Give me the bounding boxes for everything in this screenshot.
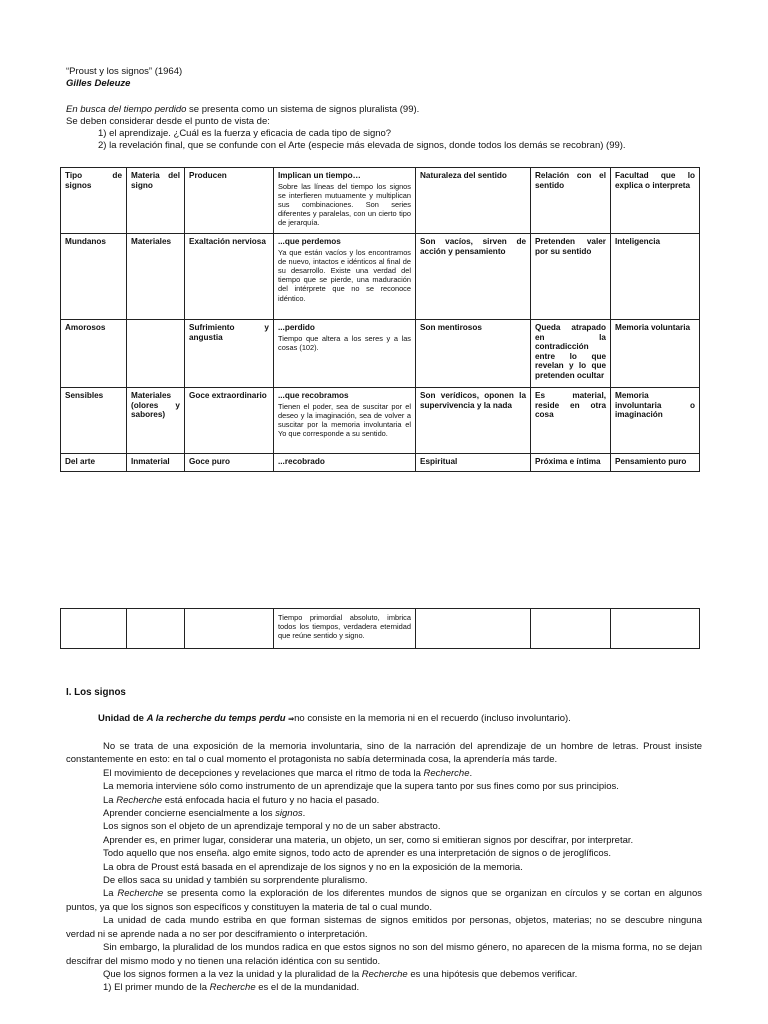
- header-producen: Producen: [185, 168, 274, 234]
- cell-materia: Inmaterial: [127, 454, 185, 472]
- header-facultad: Facultad que lo explica o interpreta: [611, 168, 700, 234]
- cell-tipo: Del arte: [61, 454, 127, 472]
- header-naturaleza: Naturaleza del sentido: [416, 168, 531, 234]
- header-tiempo-label: Implican un tiempo…: [278, 171, 361, 180]
- cell-tiempo-note: Tienen el poder, sea de suscitar por el deseo y la imaginación, sea de volver a suscitar por la memoria involuntaria el Yo que corresponde a su sentido.: [278, 401, 411, 439]
- cell-producen: Goce puro: [185, 454, 274, 472]
- paragraph: La obra de Proust está basada en el aprendizaje de los signos y no en la exposición de la memoria.: [103, 861, 523, 873]
- cell-facultad: Inteligencia: [611, 234, 700, 320]
- cell-tiempo-label: ...perdido: [278, 323, 315, 332]
- cell-tiempo-note: Ya que están vacíos y los encontramos de nuevo, intactos e idénticos al final de su desarrollo. Existe una verdad del tiempo que se pierde, una maduración del intérprete que no se reconoce idéntico.: [278, 247, 411, 303]
- signs-table: [60, 167, 700, 472]
- cell-naturaleza: Son vacíos, sirven de acción y pensamiento: [416, 234, 531, 320]
- cell-relacion: Próxima e íntima: [531, 454, 611, 472]
- table-row: [61, 320, 700, 388]
- cell-tipo: Amorosos: [61, 320, 127, 388]
- paragraph: De ellos saca su unidad y también su sorprendente pluralismo.: [103, 875, 368, 887]
- paragraph: Aprender concierne esencialmente a los signos.: [103, 808, 306, 820]
- intro-work-title: En busca del tiempo perdido: [66, 104, 187, 115]
- table-row: [61, 388, 700, 454]
- document-author: Gilles Deleuze: [66, 78, 131, 89]
- paragraph: Todo aquello que nos enseña. algo emite signos, todo acto de aprender es una interpretación de signos o de jeroglíficos.: [103, 848, 612, 860]
- intro-line-1-rest: se presenta como un sistema de signos pluralista (99).: [186, 104, 420, 115]
- cell-tiempo: [274, 454, 416, 472]
- table-row: [61, 609, 700, 649]
- intro-line-1: [66, 104, 419, 116]
- header-tiempo: [274, 168, 416, 234]
- cell-tiempo: [274, 234, 416, 320]
- signs-table-continuation: [60, 608, 700, 649]
- cell-tipo: Sensibles: [61, 388, 127, 454]
- unidad-line: [98, 713, 571, 726]
- cell-materia: [127, 320, 185, 388]
- continuation-note-cell: [274, 609, 416, 649]
- paragraph: 1) El primer mundo de la Recherche es el de la mundanidad.: [103, 982, 360, 994]
- paragraph: No se trata de una exposición de la memoria involuntaria, sino de la narración del aprendizaje de un hombre de letras. Proust insiste constantemente en esto: en tal o cual momento el protagonista no sabía determinada cosa, la aprendería más tarde.: [66, 741, 702, 766]
- paragraph: Los signos son el objeto de un aprendizaje temporal y no de un saber abstracto.: [103, 821, 441, 833]
- intro-line-2: Se deben considerar desde el punto de vista de:: [66, 116, 270, 127]
- cell-naturaleza: Espiritual: [416, 454, 531, 472]
- table-row: [61, 454, 700, 472]
- table-row: [61, 234, 700, 320]
- cell-facultad: Memoria voluntaria: [611, 320, 700, 388]
- table-header-row: [61, 168, 700, 234]
- arrow-icon: ⇒: [288, 716, 295, 723]
- cell-producen: Goce extraordinario: [185, 388, 274, 454]
- cell-materia: Materiales (olores y sabores): [127, 388, 185, 454]
- cell-facultad: Pensamiento puro: [611, 454, 700, 472]
- paragraph: La Recherche está enfocada hacia el futuro y no hacia el pasado.: [103, 794, 380, 806]
- cell-relacion: Queda atrapado en la contradicción entre lo que revelan y lo que pretenden ocultar: [531, 320, 611, 388]
- cell-tiempo: [274, 388, 416, 454]
- paragraph: La unidad de cada mundo estriba en que forman sistemas de signos emitidos por personas, objetos, materias; no se descubre ninguna verdad ni se aprende nada a no ser por desciframiento o interpretación.: [66, 915, 702, 940]
- document-title: “Proust y los signos” (1964): [66, 66, 183, 77]
- unidad-work-title: A la recherche du temps perdu: [146, 713, 286, 724]
- header-materia: Materia del signo: [127, 168, 185, 234]
- cell-tiempo-label: ...que recobramos: [278, 391, 349, 400]
- cell-naturaleza: Son verídicos, oponen la supervivencia y la nada: [416, 388, 531, 454]
- paragraph: Sin embargo, la pluralidad de los mundos radica en que estos signos no son del mismo género, no aparecen de la misma forma, no se dejan descifrar del mismo modo y no tienen una relación idéntica con su sentido.: [66, 942, 702, 967]
- cell-relacion: Pretenden valer por su sentido: [531, 234, 611, 320]
- cell-tiempo-note: Tiempo que altera a los seres y a las cosas (102).: [278, 333, 411, 352]
- unidad-rest: no consiste en la memoria ni en el recuerdo (incluso involuntario).: [294, 713, 571, 724]
- paragraph: Que los signos formen a la vez la unidad y la pluralidad de la Recherche es una hipótesis que debemos verificar.: [103, 968, 578, 980]
- paragraph: La memoria interviene sólo como instrumento de un aprendizaje que la supera tanto por sus fines como por sus principios.: [103, 781, 619, 793]
- cell-naturaleza: Son mentirosos: [416, 320, 531, 388]
- cell-materia: Materiales: [127, 234, 185, 320]
- cell-facultad: Memoria involuntaria o imaginación: [611, 388, 700, 454]
- intro-item-2: 2) la revelación final, que se confunde con el Arte (especie más elevada de signos, donde todos los demás se recobran) (99).: [98, 140, 626, 151]
- continuation-note: Tiempo primordial absoluto, imbrica todos los tiempos, verdadera eternidad que reúne sentido y signo.: [278, 613, 411, 641]
- cell-tiempo-label: ...recobrado: [278, 457, 325, 466]
- paragraph: El movimiento de decepciones y revelaciones que marca el ritmo de toda la Recherche.: [103, 767, 473, 779]
- cell-tiempo-label: ...que perdemos: [278, 237, 341, 246]
- cell-producen: Sufrimiento y angustia: [185, 320, 274, 388]
- cell-producen: Exaltación nerviosa: [185, 234, 274, 320]
- header-tiempo-note: Sobre las líneas del tiempo los signos se interfieren mutuamente y multiplican sus combinaciones. Son series diferentes y paralelas, con un cierto tipo de jerarquía.: [278, 181, 411, 228]
- paragraph: Aprender es, en primer lugar, considerar una materia, un objeto, un ser, como si emitieran signos por descifrar, por interpretar.: [103, 834, 634, 846]
- paragraph: La Recherche se presenta como la exploración de los diferentes mundos de signos que se organizan en círculos y se cortan en algunos puntos, ya que los signos son específicos y constituyen la materia de tal o cual mundo.: [66, 888, 702, 913]
- unidad-label: Unidad de: [98, 713, 147, 724]
- header-tipo: Tipo de signos: [61, 168, 127, 234]
- intro-item-1: 1) el aprendizaje. ¿Cuál es la fuerza y eficacia de cada tipo de signo?: [98, 128, 392, 139]
- cell-tipo: Mundanos: [61, 234, 127, 320]
- section-title: I. Los signos: [66, 687, 126, 698]
- cell-tiempo: [274, 320, 416, 388]
- section-body: [66, 740, 702, 995]
- cell-relacion: Es material, reside en otra cosa: [531, 388, 611, 454]
- header-relacion: Relación con el sentido: [531, 168, 611, 234]
